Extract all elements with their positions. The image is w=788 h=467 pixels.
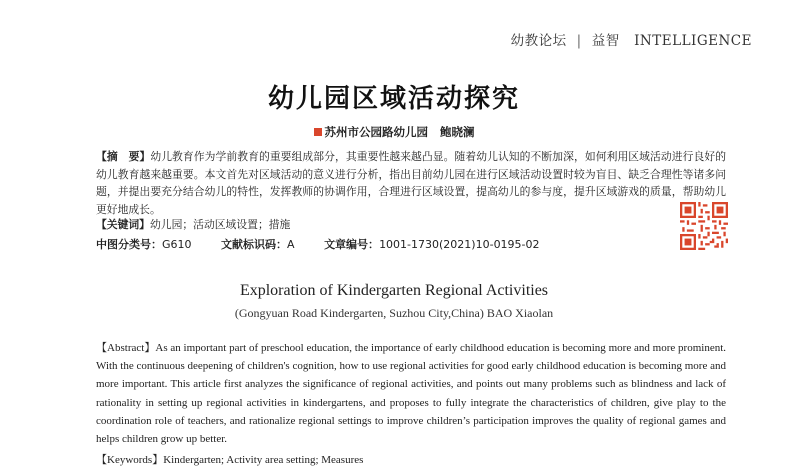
article-title: 幼儿园区域活动探究 <box>267 84 520 114</box>
journal-column: 幼教论坛 <box>510 33 567 49</box>
document-code: 文献标识码：A <box>221 238 295 251</box>
keywords-cn-text: 幼儿园；活动区域设置；措施 <box>149 218 291 231</box>
classification-line <box>96 236 696 252</box>
abstract-en <box>96 339 726 448</box>
journal-brand-en: INTELLIGENCE <box>634 33 752 49</box>
keywords-en-label: 【Keywords】 <box>96 454 164 466</box>
abstract-en-text: As an important part of preschool education, the importance of early childhood education is becoming more and more prominent. With the continuous deepening of children's cognition, how to use regional activities for good early childhood education is becoming more and more important. This article first analyzes the significance of regional activities, and points out many problems such as blindness and lack of rationality in setting up regional activities in kindergartens, and proposes to fully integrate the characteristics of children, give play to the coordination role of teachers, and rationalize regional settings to improve children’s participation improves the quality of regional games and helps children grow up better. <box>96 342 727 446</box>
qr-code-icon <box>680 202 728 250</box>
header-separator: | <box>576 33 582 49</box>
author-marker-icon <box>314 128 322 136</box>
clc-number: 中图分类号：G610 <box>96 238 192 251</box>
author-line <box>0 124 788 140</box>
keywords-cn-label: 【关键词】 <box>96 218 150 231</box>
keywords-cn <box>96 217 656 232</box>
keywords-en-text: Kindergarten; Activity area setting; Measures <box>163 454 364 466</box>
abstract-cn-text: 幼儿教育作为学前教育的重要组成部分，其重要性越来越凸显。随着幼儿认知的不断加深，如何利用区域活动进行良好的幼儿教育越来越重要。本文首先对区域活动的意义进行分析，指出目前幼儿园在进行区域活动设置时较为盲目、缺乏合理性等诸多问题，并提出要充分结合幼儿的特性，发挥教师的协调作用，合理进行区域设置，提高幼儿的参与度，提升区域游戏的质量，帮助幼儿更好地成长。 <box>96 150 727 216</box>
english-title: Exploration of Kindergarten Regional Activities <box>239 282 549 299</box>
author-name: 鲍晓澜 <box>440 125 475 139</box>
abstract-cn-label: 【摘 要】 <box>96 150 151 163</box>
article-number: 文章编号：1001-1730(2021)10-0195-02 <box>324 238 540 251</box>
keywords-en <box>96 451 726 467</box>
journal-header <box>511 29 752 49</box>
abstract-en-label: 【Abstract】 <box>96 342 156 354</box>
author-affiliation: 苏州市公园路幼儿园 <box>324 125 428 139</box>
journal-brand-cn: 益智 <box>591 33 620 49</box>
abstract-cn <box>96 148 726 218</box>
english-author-line: (Gongyuan Road Kindergarten, Suzhou City,China) BAO Xiaolan <box>234 306 554 320</box>
